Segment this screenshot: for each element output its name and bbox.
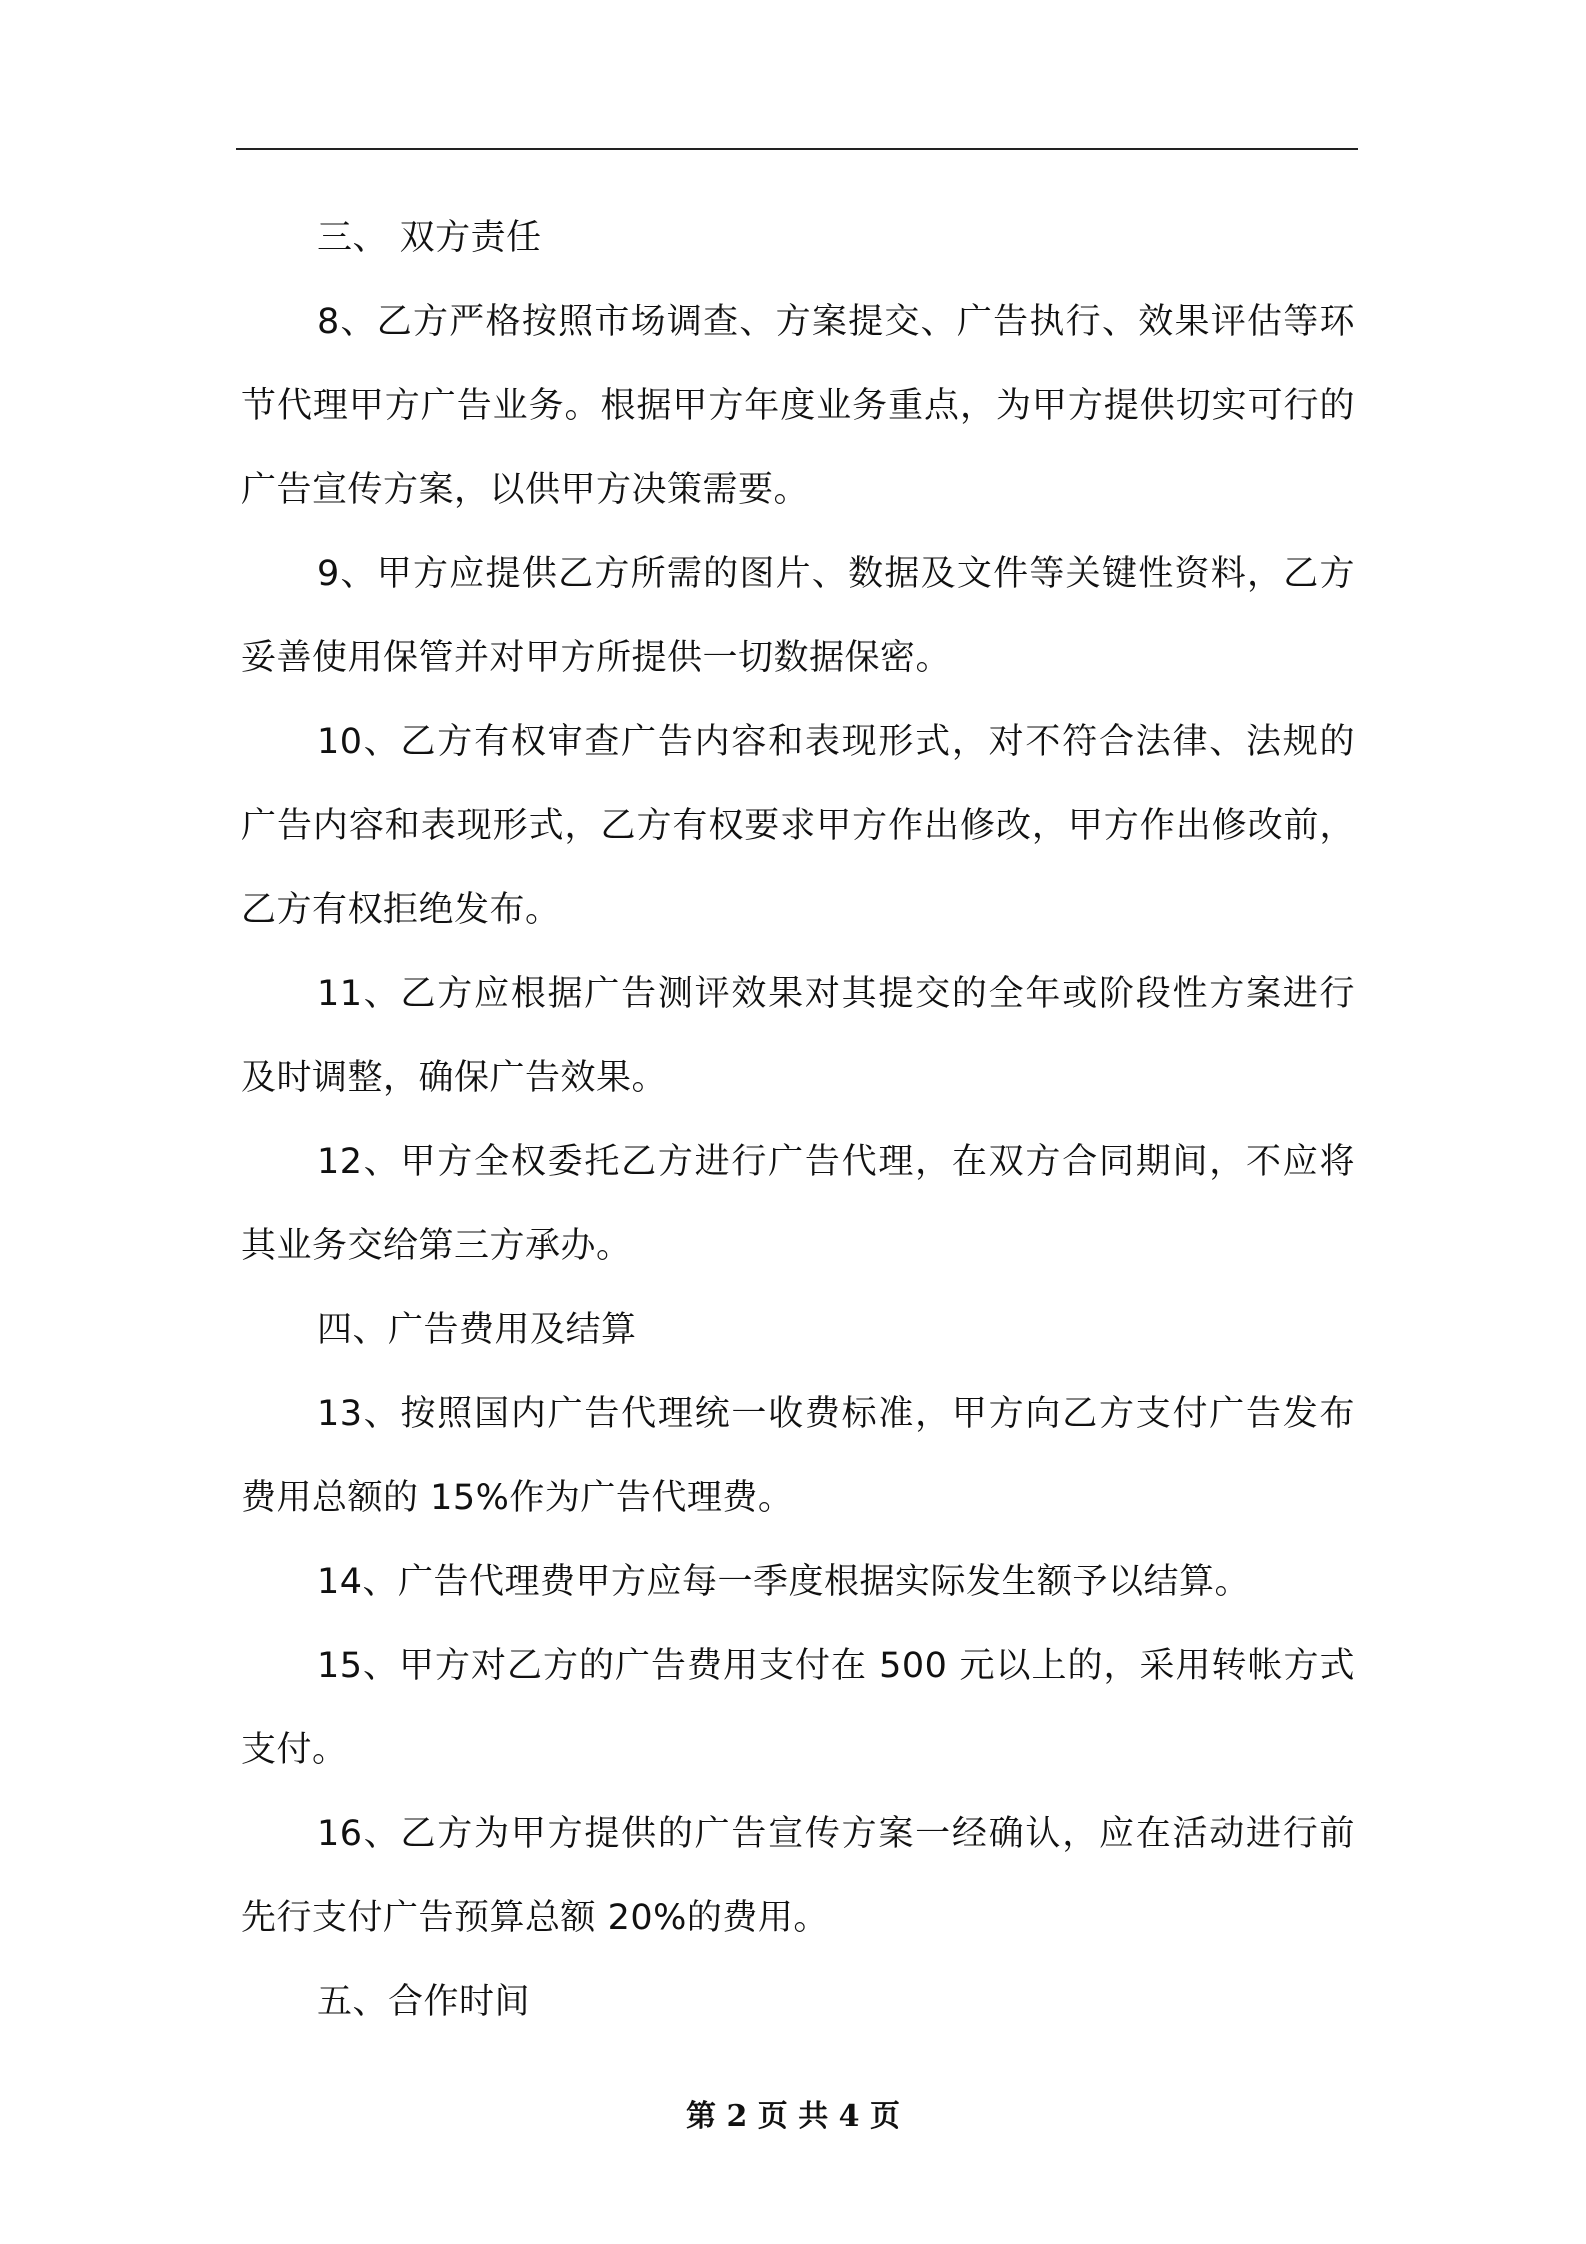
clause-13: 13、按照国内广告代理统一收费标准，甲方向乙方支付广告发布费用总额的 15%作为广告代理费。 xyxy=(241,1394,1355,1518)
clause-9: 9、甲方应提供乙方所需的图片、数据及文件等关键性资料，乙方妥善使用保管并对甲方所提供一切数据保密。 xyxy=(241,554,1355,678)
clause-8: 8、乙方严格按照市场调查、方案提交、广告执行、效果评估等环节代理甲方广告业务。根据甲方年度业务重点，为甲方提供切实可行的广告宣传方案，以供甲方决策需要。 xyxy=(241,302,1355,510)
clause-14: 14、广告代理费甲方应每一季度根据实际发生额予以结算。 xyxy=(317,1562,1251,1602)
clause-10: 10、乙方有权审查广告内容和表现形式，对不符合法律、法规的广告内容和表现形式，乙方有权要求甲方作出修改，甲方作出修改前，乙方有权拒绝发布。 xyxy=(241,722,1355,930)
section-heading-cooperation-period: 五、合作时间 xyxy=(317,1982,531,2022)
header-rule xyxy=(236,148,1358,150)
clause-11: 11、乙方应根据广告测评效果对其提交的全年或阶段性方案进行及时调整，确保广告效果。 xyxy=(241,974,1355,1098)
clause-16: 16、乙方为甲方提供的广告宣传方案一经确认，应在活动进行前先行支付广告预算总额 20%的费用。 xyxy=(241,1814,1355,1938)
section-heading-fees: 四、广告费用及结算 xyxy=(317,1310,637,1350)
clause-12: 12、甲方全权委托乙方进行广告代理，在双方合同期间，不应将其业务交给第三方承办。 xyxy=(241,1142,1355,1266)
document-body xyxy=(241,196,1355,2044)
page-number: 第 2 页 共 4 页 xyxy=(686,2099,900,2134)
section-heading-responsibilities: 三、 双方责任 xyxy=(317,218,542,258)
clause-15: 15、甲方对乙方的广告费用支付在 500 元以上的，采用转帐方式支付。 xyxy=(241,1646,1355,1770)
